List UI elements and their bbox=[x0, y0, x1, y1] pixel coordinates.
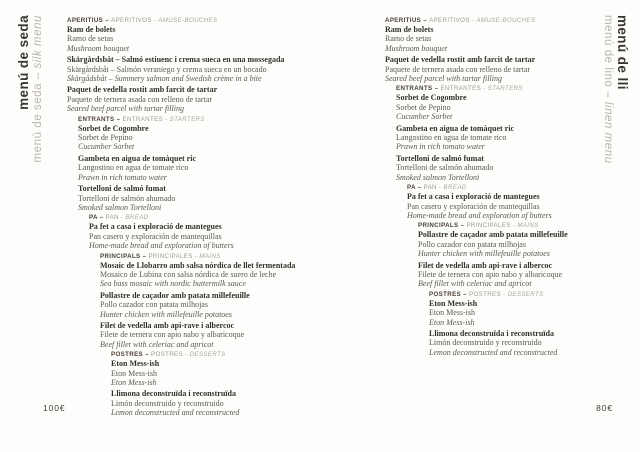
item-name-spanish: Ramo de setas bbox=[385, 34, 432, 44]
item-name-spanish: Pollo cazador con patata milhojas bbox=[418, 239, 526, 249]
menu-item bbox=[385, 55, 625, 83]
separator-dash-icon: - bbox=[192, 252, 200, 260]
separator-dash-icon: - bbox=[469, 17, 477, 24]
item-name-spanish: Skärgårdsbåt – Salmón veraniego y crema sueca en un bocado bbox=[67, 64, 267, 74]
section-header bbox=[418, 222, 625, 229]
item-name-catalan: Pa fet a casa i exploració de mantegues bbox=[407, 192, 540, 202]
menu-section bbox=[111, 351, 372, 417]
separator-dash-icon: – bbox=[140, 252, 149, 260]
item-name-catalan: Ram de bolets bbox=[385, 25, 434, 34]
menu-item bbox=[429, 329, 625, 357]
section-header-english: MAINS bbox=[517, 222, 539, 230]
linen-menu-price: 80€ bbox=[596, 403, 613, 413]
item-name-spanish: Pollo cazador con patata milhojas bbox=[100, 300, 208, 310]
menu-section bbox=[385, 17, 625, 83]
separator-dash-icon: - bbox=[118, 214, 126, 222]
menu-section bbox=[100, 253, 372, 350]
item-name-english: Seared beef parcel with tartar filling bbox=[67, 104, 184, 114]
separator-dash-icon: - bbox=[183, 351, 190, 359]
section-header bbox=[78, 116, 372, 123]
silk-menu-subtitle-english: silk menu bbox=[32, 15, 44, 69]
item-name-catalan: Eton Mess-ish bbox=[111, 359, 160, 369]
menu-item bbox=[89, 222, 372, 250]
item-name-english: Home-made bread and exploration of butters bbox=[89, 241, 234, 251]
menu-item bbox=[100, 321, 372, 349]
menu-item bbox=[111, 359, 372, 387]
separator-dash-icon: – bbox=[458, 222, 467, 230]
item-name-spanish: Pan casero y exploración de mantequillas bbox=[407, 201, 540, 211]
silk-menu-subtitle-text: menú de seda – bbox=[32, 68, 44, 163]
section-header-spanish: PRINCIPALES bbox=[148, 252, 193, 260]
item-name-spanish: Langostino en agua de tomate rico bbox=[396, 133, 507, 143]
item-name-catalan: Tortelloni de salmó fumat bbox=[396, 153, 484, 163]
section-header bbox=[407, 184, 625, 191]
item-name-spanish: Langostino en agua de tomate rico bbox=[78, 163, 189, 173]
item-name-english: Hunter chicken with millefeuille potatoes bbox=[100, 309, 232, 319]
item-name-english: Smoked salmon Tortelloni bbox=[396, 172, 480, 182]
section-header-spanish: ENTRANTES bbox=[440, 85, 482, 93]
item-name-catalan: Sorbet de Cogombre bbox=[396, 93, 467, 103]
separator-dash-icon: – bbox=[432, 85, 441, 93]
item-name-english: Smoked salmon Tortelloni bbox=[78, 202, 162, 212]
item-name-spanish: Paquete de ternera asada con relleno de tartar bbox=[385, 64, 531, 74]
item-name-english: Mushroom bouquet bbox=[67, 43, 130, 53]
section-header-english: AMUSE-BOUCHES bbox=[476, 17, 536, 24]
silk-menu-spine bbox=[16, 15, 45, 221]
item-name-english: Cucumber Sorbet bbox=[396, 112, 453, 122]
item-name-catalan: Eton Mess-ish bbox=[429, 298, 478, 308]
separator-dash-icon: – bbox=[415, 184, 424, 192]
section-header-spanish: POSTRES bbox=[150, 351, 183, 359]
section-header-english: STARTERS bbox=[169, 115, 205, 123]
section-header-spanish: APERITIVOS bbox=[429, 17, 470, 24]
section-header-spanish: PAN bbox=[423, 184, 437, 192]
section-header-catalan: APERITIUS bbox=[385, 17, 422, 24]
item-name-spanish: Ramo de setas bbox=[67, 34, 114, 44]
menu-section bbox=[396, 85, 625, 182]
item-name-catalan: Gambeta en aigua de tomàquet ric bbox=[78, 153, 196, 163]
menu-item bbox=[396, 124, 625, 152]
item-name-english: Lemon deconstructed and reconstructed bbox=[429, 347, 558, 357]
item-name-catalan: Sorbet de Cogombre bbox=[78, 123, 149, 133]
item-name-english: Eton Mess-ish bbox=[429, 317, 475, 327]
item-name-english: Lemon deconstructed and reconstructed bbox=[111, 408, 240, 418]
menu-item bbox=[418, 230, 625, 258]
item-name-spanish: Eton Mess-ish bbox=[111, 368, 157, 378]
item-name-english: Skärgådsbåt – Summery salmon and Swedish crème in a bite bbox=[67, 74, 262, 84]
menu-item bbox=[78, 154, 372, 182]
section-header-english: BREAD bbox=[443, 184, 467, 192]
item-name-english: Home-made bread and exploration of butters bbox=[407, 210, 552, 220]
separator-dash-icon: - bbox=[481, 85, 488, 93]
silk-menu-subtitle bbox=[31, 15, 45, 221]
item-name-spanish: Tortelloni de salmón ahumado bbox=[78, 193, 176, 203]
item-name-english: Prawn in rich tomato water bbox=[78, 172, 167, 182]
separator-dash-icon: - bbox=[510, 222, 518, 230]
menu-item bbox=[67, 25, 372, 53]
silk-menu-column bbox=[67, 17, 372, 420]
separator-dash-icon: - bbox=[163, 115, 170, 123]
separator-dash-icon: - bbox=[436, 184, 444, 192]
item-name-catalan: Filet de vedella amb api-rave i albercoc bbox=[100, 320, 235, 330]
menu-item bbox=[396, 93, 625, 121]
menu-section bbox=[418, 222, 625, 288]
section-header-catalan: PA bbox=[407, 184, 416, 192]
menu-item bbox=[67, 55, 372, 83]
section-header bbox=[67, 17, 372, 24]
linen-menu-subtitle-text: menú de lino – bbox=[602, 15, 614, 102]
section-header-catalan: APERITIUS bbox=[67, 17, 104, 24]
separator-dash-icon: – bbox=[97, 214, 106, 222]
item-name-english: Hunter chicken with millefeuille potatoes bbox=[418, 249, 550, 259]
item-name-spanish: Limón deconstruido y reconstruido bbox=[111, 398, 224, 408]
separator-dash-icon: – bbox=[461, 290, 469, 298]
section-header-spanish: PRINCIPALES bbox=[466, 222, 511, 230]
section-header-catalan: PRINCIPALS bbox=[100, 252, 141, 260]
separator-dash-icon: – bbox=[421, 17, 430, 24]
section-header bbox=[429, 291, 625, 298]
section-header-spanish: ENTRANTES bbox=[122, 115, 164, 123]
item-name-spanish: Tortelloni de salmón ahumado bbox=[396, 163, 494, 173]
section-header-english: DESSERTS bbox=[507, 290, 544, 298]
item-name-spanish: Mosaico de Lubina con salsa nórdica de suero de leche bbox=[100, 269, 277, 279]
menu-item bbox=[100, 261, 372, 289]
silk-menu-title: menú de seda bbox=[16, 15, 31, 110]
section-header bbox=[89, 214, 372, 221]
item-name-spanish: Pan casero y exploración de mantequillas bbox=[89, 231, 222, 241]
section-header bbox=[111, 351, 372, 358]
section-header-english: STARTERS bbox=[487, 85, 523, 93]
menu-item bbox=[100, 291, 372, 319]
item-name-english: Seared beef parcel with tartar filling bbox=[385, 74, 502, 84]
menu-item bbox=[396, 154, 625, 182]
item-name-english: Mushroom bouquet bbox=[385, 43, 448, 53]
item-name-english: Eton Mess-ish bbox=[111, 378, 157, 387]
item-name-spanish: Sorbet de Pepino bbox=[396, 102, 451, 112]
item-name-catalan: Ram de bolets bbox=[67, 25, 116, 34]
item-name-spanish: Paquete de ternera asada con relleno de tartar bbox=[67, 94, 213, 104]
item-name-catalan: Skärgårdsbåt – Salmó estiuenc i crema sueca en una mossegada bbox=[67, 55, 285, 65]
menu-item bbox=[385, 25, 625, 53]
item-name-spanish: Limón deconstruido y reconstruido bbox=[429, 338, 542, 348]
item-name-catalan: Pollastre de caçador amb patata millefeuille bbox=[418, 230, 568, 240]
menu-section bbox=[407, 184, 625, 220]
silk-menu-price: 100€ bbox=[43, 403, 66, 413]
section-header bbox=[100, 253, 372, 260]
menu-item bbox=[407, 192, 625, 220]
menu-item bbox=[67, 85, 372, 113]
menu-item bbox=[429, 299, 625, 327]
section-header-catalan: ENTRANTS bbox=[396, 85, 433, 93]
linen-menu-subtitle-english: linen menu bbox=[602, 101, 614, 164]
item-name-english: Beef fillet with celeriac and apricot bbox=[100, 339, 214, 349]
item-name-english: Prawn in rich tomato water bbox=[396, 142, 485, 152]
menu-section bbox=[67, 17, 372, 114]
menu-section bbox=[89, 214, 372, 250]
linen-menu-title: menú de lli bbox=[615, 15, 630, 90]
section-header-english: BREAD bbox=[125, 214, 149, 222]
menu-section bbox=[429, 291, 625, 357]
menu-item bbox=[78, 184, 372, 212]
separator-dash-icon: - bbox=[501, 290, 508, 298]
section-header bbox=[385, 17, 625, 24]
item-name-catalan: Mosaic de Llobarro amb salsa nórdica de llet fermentada bbox=[100, 260, 296, 270]
item-name-english: Sea bass mosaic with nordic buttermilk sauce bbox=[100, 279, 246, 289]
item-name-spanish: Filete de ternera con apio nabo y albaricoque bbox=[100, 330, 245, 340]
item-name-catalan: Tortelloni de salmó fumat bbox=[78, 184, 166, 194]
section-header-spanish: APERITIVOS bbox=[111, 17, 152, 24]
section-header-catalan: PRINCIPALS bbox=[418, 222, 459, 230]
item-name-catalan: Paquet de vedella rostit amb farcit de tartar bbox=[385, 55, 536, 65]
menu-item bbox=[418, 261, 625, 289]
menu-item bbox=[111, 389, 372, 417]
menu-item bbox=[78, 124, 372, 152]
section-header-spanish: PAN bbox=[105, 214, 119, 222]
item-name-catalan: Llimona deconstruïda i reconstruïda bbox=[429, 328, 554, 338]
item-name-catalan: Gambeta en aigua de tomàquet ric bbox=[396, 123, 514, 133]
linen-menu-column bbox=[385, 17, 625, 359]
separator-dash-icon: – bbox=[143, 351, 151, 359]
item-name-catalan: Pa fet a casa i exploració de mantegues bbox=[89, 222, 222, 232]
separator-dash-icon: - bbox=[151, 17, 159, 24]
section-header bbox=[396, 85, 625, 92]
item-name-catalan: Filet de vedella amb api-rave i albercoc bbox=[418, 260, 553, 270]
section-header-english: DESSERTS bbox=[189, 351, 226, 359]
section-header-english: MAINS bbox=[199, 252, 221, 260]
separator-dash-icon: – bbox=[114, 115, 123, 123]
section-header-catalan: PA bbox=[89, 214, 98, 222]
item-name-catalan: Pollastre de caçador amb patata millefeuille bbox=[100, 290, 250, 300]
item-name-english: Beef fillet with celeriac and apricot bbox=[418, 279, 532, 289]
item-name-catalan: Llimona deconstruïda i reconstruïda bbox=[111, 389, 236, 399]
item-name-spanish: Filete de ternera con apio nabo y albaricoque bbox=[418, 269, 563, 279]
menu-section bbox=[78, 116, 372, 213]
section-header-catalan: ENTRANTS bbox=[78, 115, 115, 123]
section-header-english: AMUSE-BOUCHES bbox=[158, 17, 218, 24]
section-header-spanish: POSTRES bbox=[468, 290, 501, 298]
section-header-catalan: POSTRES bbox=[429, 290, 462, 298]
item-name-spanish: Sorbet de Pepino bbox=[78, 133, 133, 143]
separator-dash-icon: – bbox=[103, 17, 112, 24]
item-name-spanish: Eton Mess-ish bbox=[429, 308, 475, 318]
item-name-catalan: Paquet de vedella rostit amb farcit de tartar bbox=[67, 85, 218, 95]
section-header-catalan: POSTRES bbox=[111, 351, 144, 359]
item-name-english: Cucumber Sorbet bbox=[78, 142, 135, 152]
